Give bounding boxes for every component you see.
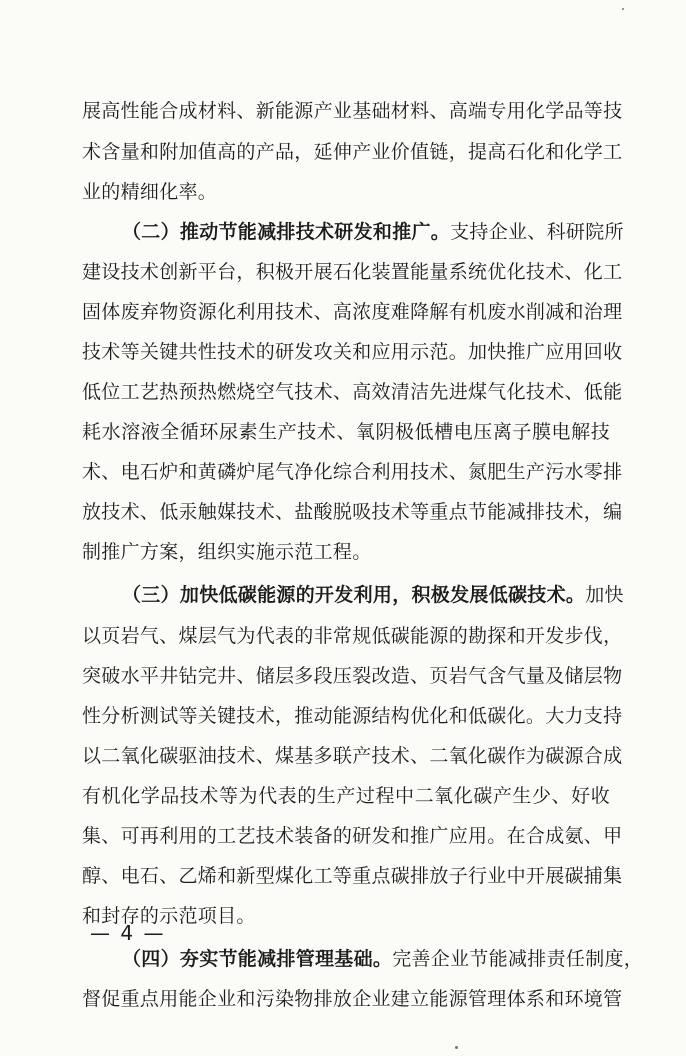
body-text: 技术等关键共性技术的研发攻关和应用示范。加快推广应用回收 [82, 341, 623, 363]
body-line [82, 419, 610, 445]
page-number: — 4 — [90, 921, 166, 945]
body-text: 支持企业、科研院所 [450, 221, 624, 243]
body-text: 醇、电石、乙烯和新型煤化工等重点碳排放子行业中开展碳捕集 [82, 865, 623, 887]
body-line [82, 663, 623, 689]
body-line [82, 499, 623, 525]
body-text: 放技术、低汞触媒技术、盐酸脱吸技术等重点节能减排技术，编 [82, 501, 623, 523]
body-line [82, 743, 623, 769]
body-line [82, 139, 623, 165]
body-line [82, 783, 610, 809]
body-line [82, 986, 623, 1012]
body-text: 有机化学品技术等为代表的生产过程中二氧化碳产生少、好收 [82, 785, 610, 807]
body-line [82, 823, 623, 849]
body-line [82, 623, 623, 649]
body-line [122, 582, 624, 608]
scan-speck [622, 8, 624, 10]
body-line [82, 459, 623, 485]
body-text: 业的精细化率。 [82, 181, 218, 203]
scan-speck [455, 1046, 458, 1049]
body-text: 以页岩气、煤层气为代表的非常规低碳能源的勘探和开发步伐， [82, 625, 623, 647]
body-text: 完善企业节能减排责任制度， [392, 948, 644, 970]
body-text: 固体废弃物资源化利用技术、高浓度难降解有机废水削减和治理 [82, 301, 623, 323]
body-line [82, 179, 262, 205]
body-line [82, 863, 623, 889]
body-line [82, 299, 623, 325]
body-text: 督促重点用能企业和污染物排放企业建立能源管理体系和环境管 [82, 988, 623, 1010]
section-heading: （二）推动节能减排技术研发和推广。 [122, 221, 451, 243]
body-text: 制推广方案，组织实施示范工程。 [82, 541, 372, 563]
body-text: 集、可再利用的工艺技术装备的研发和推广应用。在合成氨、甲 [82, 825, 623, 847]
body-line [82, 259, 623, 285]
body-text: 加快 [585, 584, 624, 606]
body-line [82, 339, 623, 365]
body-text: 耗水溶液全循环尿素生产技术、氧阴极低槽电压离子膜电解技 [82, 421, 610, 443]
body-line [82, 539, 382, 565]
body-line [122, 219, 624, 245]
body-text: 以二氧化碳驱油技术、煤基多联产技术、二氧化碳作为碳源合成 [82, 745, 623, 767]
body-text: 和封存的示范项目。 [82, 905, 256, 927]
body-text: 建设技术创新平台，积极开展石化装置能量系统优化技术、化工 [82, 261, 623, 283]
body-text: 突破水平井钻完井、储层多段压裂改造、页岩气含气量及储层物 [82, 665, 623, 687]
body-line [82, 703, 623, 729]
body-line [82, 379, 623, 405]
body-text: 低位工艺热预热燃烧空气技术、高效清洁先进煤气化技术、低能 [82, 381, 623, 403]
section-heading: （三）加快低碳能源的开发利用，积极发展低碳技术。 [122, 584, 586, 606]
body-text: 性分析测试等关键技术，推动能源结构优化和低碳化。大力支持 [82, 705, 623, 727]
body-text: 展高性能合成材料、新能源产业基础材料、高端专用化学品等技 [82, 100, 623, 122]
section-heading: （四）夯实节能减排管理基础。 [122, 948, 393, 970]
body-text: 术含量和附加值高的产品，延伸产业价值链，提高石化和化学工 [82, 141, 623, 163]
body-line [122, 946, 644, 972]
body-text: 术、电石炉和黄磷炉尾气净化综合利用技术、氮肥生产污水零排 [82, 461, 623, 483]
body-line [82, 98, 623, 124]
